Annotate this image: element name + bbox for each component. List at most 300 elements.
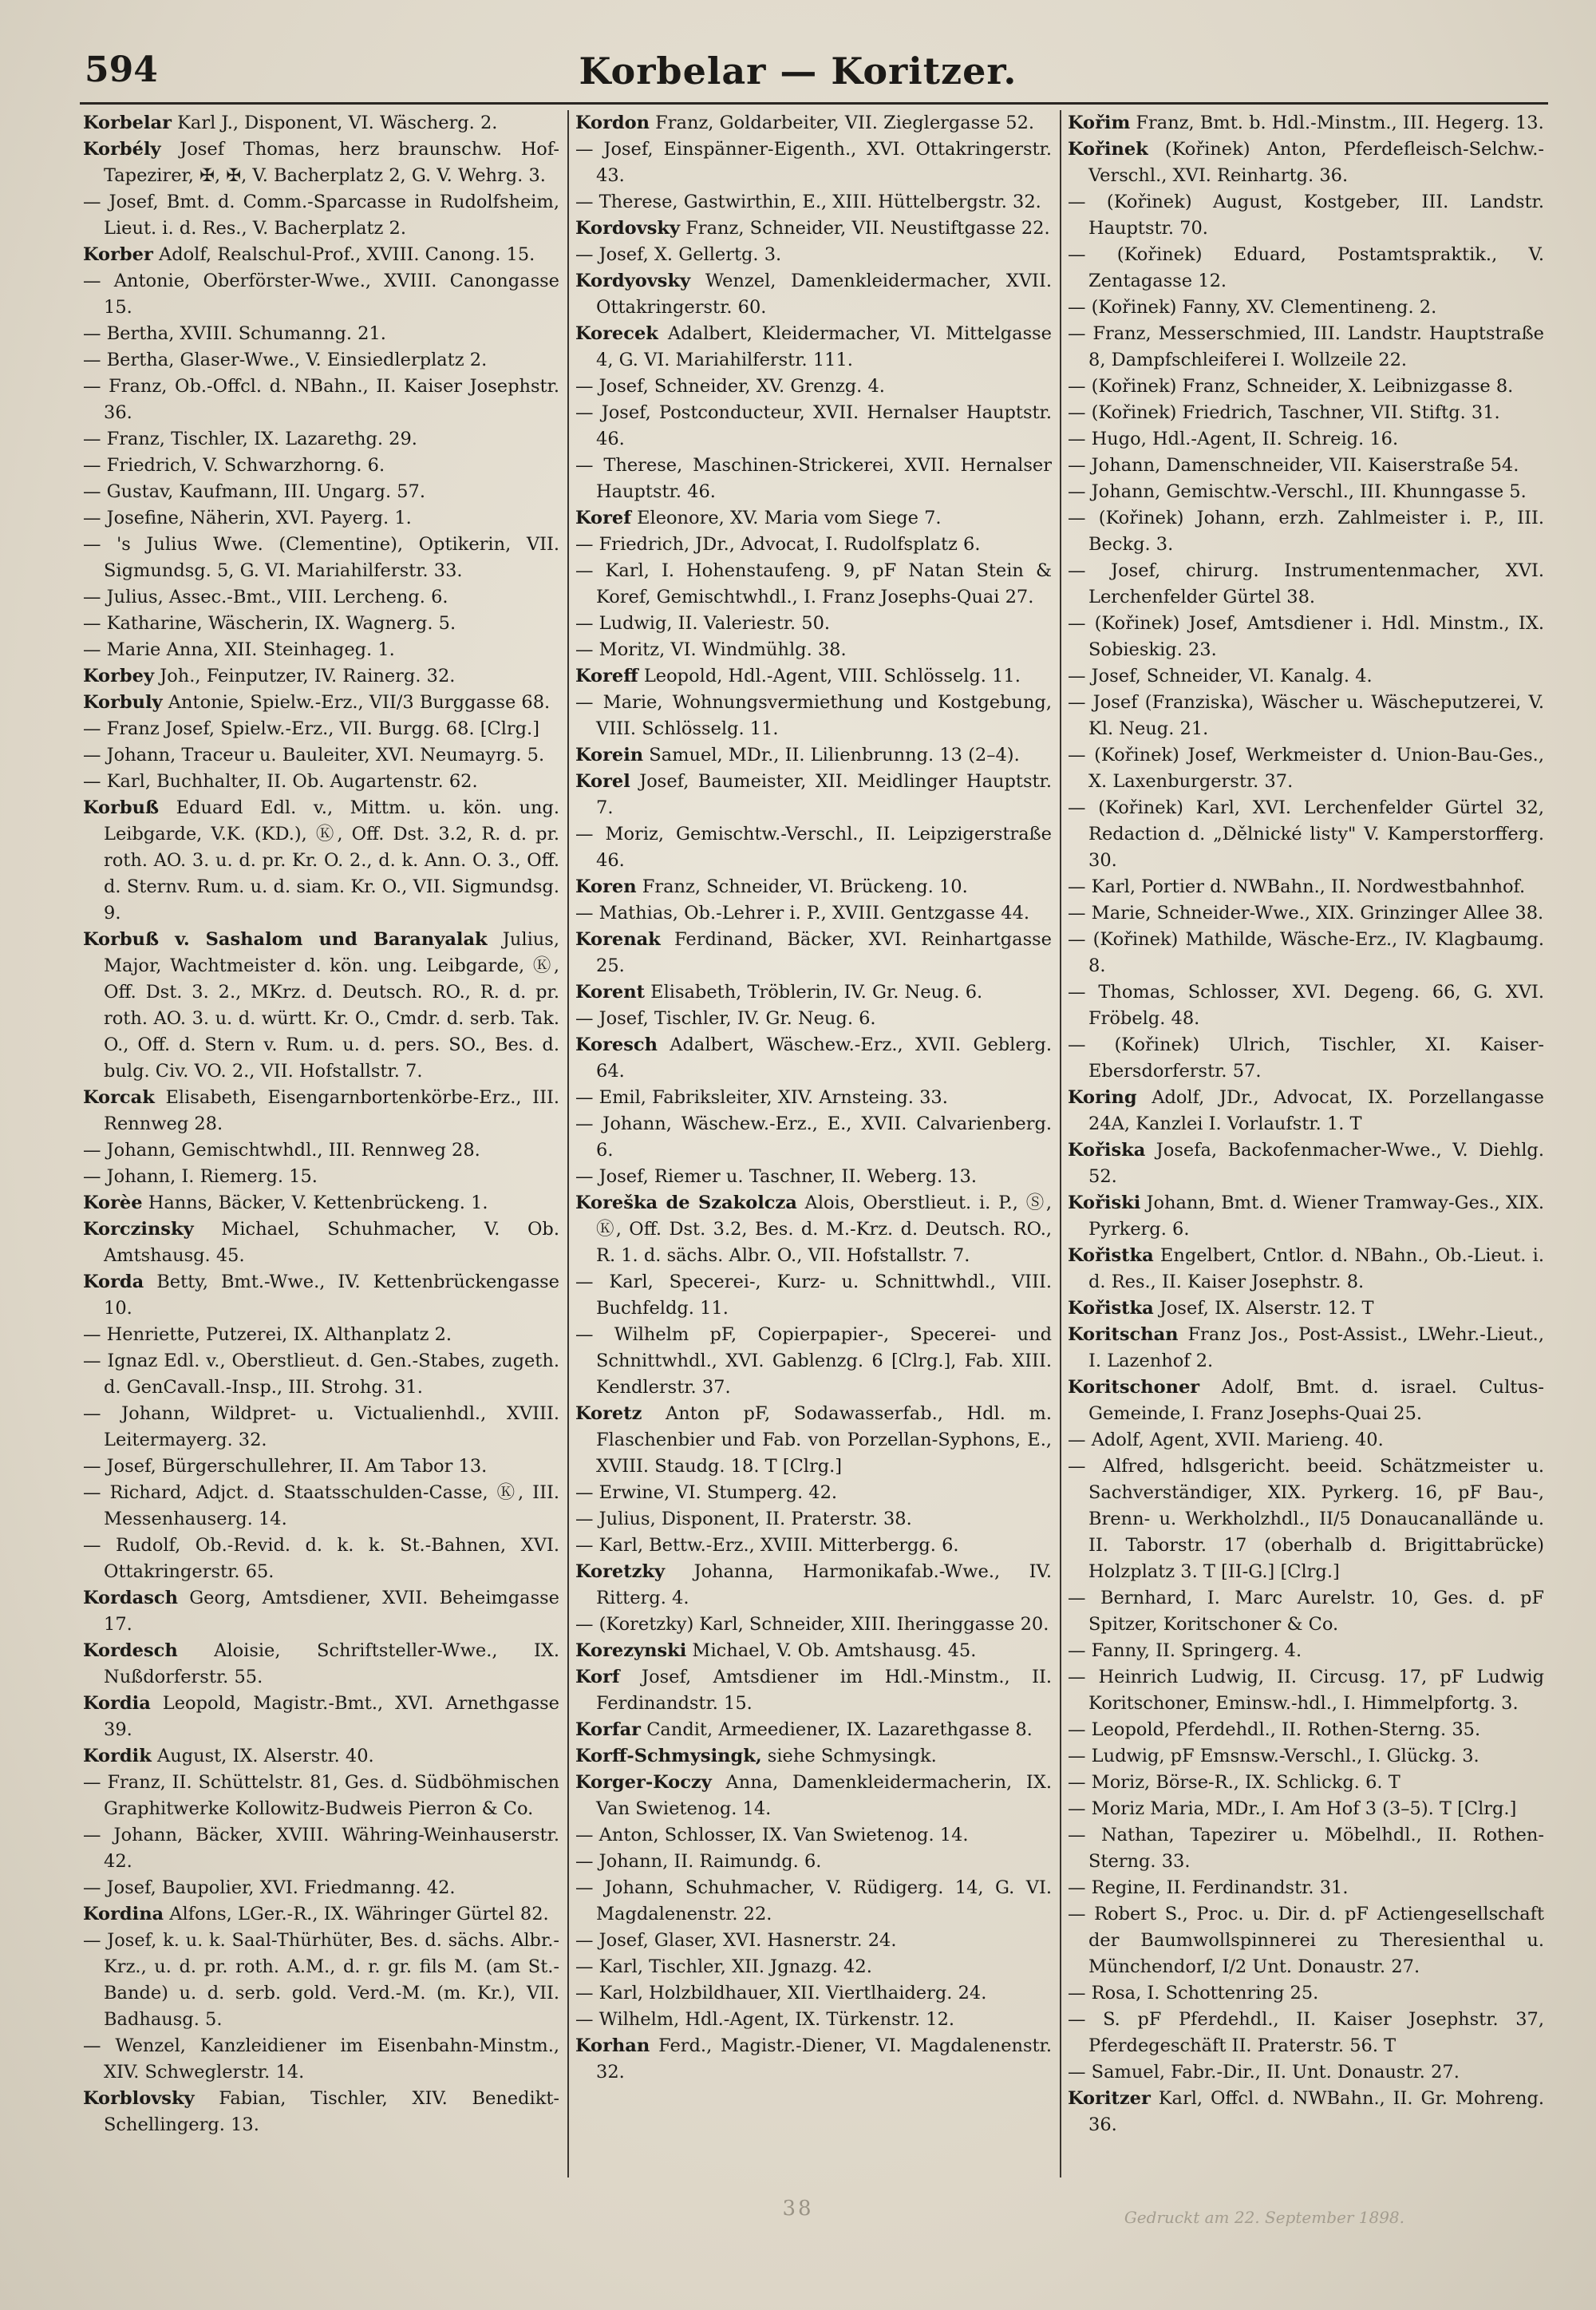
entry-details: Franz, Schneider, VI. Brückeng. 10. bbox=[636, 876, 968, 897]
entry-surname: Kordyovsky bbox=[575, 271, 691, 291]
entry-details: — Moritz, VI. Windmühlg. 38. bbox=[575, 639, 847, 660]
entry-details: — Moriz, Börse-R., IX. Schlickg. 6. T bbox=[1068, 1772, 1400, 1793]
directory-entry bbox=[575, 136, 1052, 189]
entry-details: Anton pF, Sodawasserfab., Hdl. m. Flaschenbier und Fab. von Porzellan-Syphons, E., XVIII. Staudg. 18. T [Clrg.] bbox=[596, 1403, 1052, 1477]
directory-entry bbox=[575, 900, 1052, 927]
entry-surname: Kordasch bbox=[83, 1588, 178, 1608]
entry-details: — Samuel, Fabr.-Dir., II. Unt. Donaustr. 27. bbox=[1068, 2062, 1460, 2083]
entry-details: — Josef, Tischler, IV. Gr. Neug. 6. bbox=[575, 1008, 876, 1029]
directory-entry bbox=[1068, 1743, 1544, 1770]
directory-entry bbox=[83, 1216, 559, 1269]
directory-entry bbox=[83, 1875, 559, 1901]
entry-details: Georg, Amtsdiener, XVII. Beheimgasse 17. bbox=[104, 1588, 559, 1635]
directory-entry bbox=[1068, 426, 1544, 453]
directory-entry bbox=[83, 2033, 559, 2086]
directory-entry bbox=[1068, 321, 1544, 374]
directory-entry bbox=[1068, 400, 1544, 426]
entry-details: — (Kořinek) Karl, XVI. Lerchenfelder Gürtel 32, Redaction d. „Dělnické listy" V. Kamperstorfferg. 30. bbox=[1068, 797, 1544, 871]
directory-entry bbox=[83, 769, 559, 795]
entry-details: Alois, Oberstlieut. i. P., Ⓢ, Ⓚ, Off. Dst. 3.2, Bes. d. M.-Krz. d. Deutsch. RO., R. 1. d. sächs. Albr. O., VII. Hofstallstr. 7. bbox=[596, 1193, 1052, 1266]
entry-details: — Friedrich, V. Schwarzhorng. 6. bbox=[83, 455, 385, 476]
directory-entry bbox=[1068, 2007, 1544, 2059]
directory-entry bbox=[575, 979, 1052, 1006]
directory-entry bbox=[575, 1822, 1052, 1849]
entry-details: (Kořinek) Anton, Pferdefleisch-Selchw.-Verschl., XVI. Reinhartg. 36. bbox=[1088, 139, 1544, 186]
entry-details: Wenzel, Damenkleidermacher, XVII. Ottakringerstr. 60. bbox=[596, 271, 1052, 318]
directory-entry bbox=[83, 1928, 559, 2033]
entry-details: — Thomas, Schlosser, XVI. Degeng. 66, G. XVI. Fröbelg. 48. bbox=[1068, 982, 1544, 1029]
entry-surname: Korbuß bbox=[83, 797, 160, 818]
directory-entry bbox=[83, 1743, 559, 1770]
directory-entry bbox=[575, 1533, 1052, 1559]
directory-entry bbox=[1068, 1770, 1544, 1796]
directory-entry bbox=[575, 1506, 1052, 1533]
directory-entry bbox=[575, 742, 1052, 769]
directory-entry bbox=[83, 242, 559, 268]
directory-entry bbox=[1068, 1243, 1544, 1295]
entry-details: — Regine, II. Ferdinandstr. 31. bbox=[1068, 1877, 1349, 1898]
entry-details: — Alfred, hdlsgericht. beeid. Schätzmeister u. Sachverständiger, XIX. Pyrkerg. 16, pF Bau-, Brenn- u. Werkholzhdl., II/5 Donaucanallände u. II. Taborstr. 17 (oberhalb d. Brigittabrücke) Holzplatz 3. T [II-G.] [Clrg.] bbox=[1068, 1456, 1544, 1582]
entry-details: Leopold, Hdl.-Agent, VIII. Schlösselg. 11. bbox=[638, 666, 1021, 686]
entry-details: Josef, Baumeister, XII. Meidlinger Hauptstr. 7. bbox=[596, 771, 1052, 818]
directory-entry bbox=[1068, 1427, 1544, 1454]
entry-surname: Kordesch bbox=[83, 1640, 178, 1661]
entry-surname: Koritzer bbox=[1068, 2088, 1151, 2109]
entry-details: — Karl, Holzbildhauer, XII. Viertlhaiderg. 24. bbox=[575, 1983, 987, 2003]
directory-entry bbox=[83, 637, 559, 663]
entry-details: — Johann, I. Riemerg. 15. bbox=[83, 1166, 318, 1187]
entry-details: — Josef (Franziska), Wäscher u. Wäscheputzerei, V. Kl. Neug. 21. bbox=[1068, 692, 1544, 739]
entry-details: — Karl, Portier d. NWBahn., II. Nordwestbahnhof. bbox=[1068, 876, 1526, 897]
entry-details: Josef Thomas, herz braunschw. Hof-Tapezirer, ✠, ✠, V. Bacherplatz 2, G. V. Wehrg. 3. bbox=[104, 139, 559, 186]
entry-surname: Kordina bbox=[83, 1904, 164, 1924]
directory-entry bbox=[83, 611, 559, 637]
directory-entry bbox=[575, 400, 1052, 453]
page-footer bbox=[0, 2197, 1596, 2237]
entry-surname: Korff-Schmysingk, bbox=[575, 1746, 762, 1766]
entry-details: Anna, Damenkleidermacherin, IX. Van Swietenog. 14. bbox=[596, 1772, 1052, 1819]
directory-entry bbox=[1068, 663, 1544, 690]
directory-entry bbox=[1068, 1085, 1544, 1137]
directory-entry bbox=[575, 1322, 1052, 1401]
directory-entry bbox=[575, 1638, 1052, 1664]
entry-details: — Fanny, II. Springerg. 4. bbox=[1068, 1640, 1302, 1661]
directory-entry bbox=[83, 663, 559, 690]
entry-details: — Marie Anna, XII. Steinhageg. 1. bbox=[83, 639, 395, 660]
page-number: 594 bbox=[85, 49, 158, 90]
directory-entry bbox=[575, 505, 1052, 532]
entry-surname: Koretzky bbox=[575, 1561, 666, 1582]
directory-entry bbox=[83, 2086, 559, 2138]
entry-details: — Bertha, XVIII. Schumanng. 21. bbox=[83, 323, 386, 344]
directory-entry bbox=[83, 110, 559, 136]
entry-details: — Rosa, I. Schottenring 25. bbox=[1068, 1983, 1319, 2003]
entry-surname: Korhan bbox=[575, 2035, 650, 2056]
entry-surname: Korczinsky bbox=[83, 1219, 194, 1240]
entry-details: — (Kořinek) Eduard, Postamtspraktik., V. Zentagasse 12. bbox=[1068, 244, 1544, 291]
directory-entry bbox=[83, 532, 559, 584]
entry-details: — (Kořinek) Friedrich, Taschner, VII. Stiftg. 31. bbox=[1068, 402, 1500, 423]
entry-surname: Koreška de Szakolcza bbox=[575, 1193, 797, 1213]
entry-details: — Johann, Traceur u. Bauleiter, XVI. Neumayrg. 5. bbox=[83, 745, 545, 765]
directory-entry bbox=[575, 242, 1052, 268]
entry-surname: Korbély bbox=[83, 139, 161, 160]
entry-details: — Nathan, Tapezirer u. Möbelhdl., II. Rothen-Sterng. 33. bbox=[1068, 1825, 1544, 1872]
entry-details: — Johann, Wäschew.-Erz., E., XVII. Calvarienberg. 6. bbox=[575, 1113, 1052, 1161]
entry-details: — (Kořinek) Josef, Werkmeister d. Union-Bau-Ges., X. Laxenburgerstr. 37. bbox=[1068, 745, 1544, 792]
directory-entry bbox=[83, 1533, 559, 1585]
entry-surname: Korezynski bbox=[575, 1640, 687, 1661]
entry-details: Karl J., Disponent, VI. Wäscherg. 2. bbox=[171, 113, 498, 133]
directory-entry bbox=[575, 690, 1052, 742]
entry-surname: Koring bbox=[1068, 1087, 1137, 1108]
directory-entry bbox=[1068, 979, 1544, 1032]
entry-details: — Johann, Gemischtw.-Verschl., III. Khunngasse 5. bbox=[1068, 481, 1527, 502]
directory-entry bbox=[1068, 374, 1544, 400]
entry-details: — Moriz Maria, MDr., I. Am Hof 3 (3–5). T [Clrg.] bbox=[1068, 1798, 1517, 1819]
entry-details: Adalbert, Kleidermacher, VI. Mittelgasse 4, G. VI. Mariahilferstr. 111. bbox=[596, 323, 1052, 370]
directory-entry bbox=[83, 742, 559, 769]
directory-entry bbox=[83, 479, 559, 505]
entry-surname: Kořiski bbox=[1068, 1193, 1141, 1213]
entry-details: Elisabeth, Tröblerin, IV. Gr. Neug. 6. bbox=[645, 982, 983, 1003]
entry-details: Engelbert, Cntlor. d. NBahn., Ob.-Lieut. i. d. Res., II. Kaiser Josephstr. 8. bbox=[1088, 1245, 1544, 1292]
entry-details: — Robert S., Proc. u. Dir. d. pF Actiengesellschaft der Baumwollspinnerei zu Theresienthal u. Münchendorf, I/2 Unt. Donaustr. 27. bbox=[1068, 1904, 1544, 1977]
entry-details: Adolf, JDr., Advocat, IX. Porzellangasse 24A, Kanzlei I. Vorlaufstr. 1. T bbox=[1088, 1087, 1544, 1134]
entry-surname: Koretz bbox=[575, 1403, 642, 1424]
entry-surname: Kordovsky bbox=[575, 218, 681, 239]
entry-surname: Kořistka bbox=[1068, 1298, 1154, 1319]
entry-details: — Franz, Messerschmied, III. Landstr. Hauptstraße 8, Dampfschleiferei I. Wollzeile 22. bbox=[1068, 323, 1544, 370]
entry-details: Josef, Amtsdiener im Hdl.-Minstm., II. Ferdinandstr. 15. bbox=[596, 1667, 1052, 1714]
directory-entry bbox=[575, 321, 1052, 374]
header-rule bbox=[80, 102, 1548, 105]
entry-details: Fabian, Tischler, XIV. Benedikt-Schellingerg. 13. bbox=[104, 2088, 559, 2135]
directory-entry bbox=[83, 1322, 559, 1348]
directory-entry bbox=[1068, 1322, 1544, 1375]
directory-entry bbox=[575, 1717, 1052, 1743]
directory-entry bbox=[1068, 1585, 1544, 1638]
directory-entry bbox=[83, 1085, 559, 1137]
directory-entry bbox=[1068, 2086, 1544, 2138]
directory-entry bbox=[575, 268, 1052, 321]
column-divider bbox=[567, 110, 569, 2177]
directory-entry bbox=[1068, 1875, 1544, 1901]
entry-details: Leopold, Magistr.-Bmt., XVI. Arnethgasse 39. bbox=[104, 1693, 559, 1740]
entry-details: Josefa, Backofenmacher-Wwe., V. Diehlg. 52. bbox=[1088, 1140, 1544, 1187]
entry-details: Joh., Feinputzer, IV. Rainerg. 32. bbox=[154, 666, 456, 686]
entry-details: Ferdinand, Bäcker, XVI. Reinhartgasse 25. bbox=[596, 929, 1052, 976]
directory-entry bbox=[1068, 1375, 1544, 1427]
entry-details: Eleonore, XV. Maria vom Siege 7. bbox=[630, 508, 942, 528]
entry-surname: Korcak bbox=[83, 1087, 155, 1108]
entry-details: — (Kořinek) August, Kostgeber, III. Landstr. Hauptstr. 70. bbox=[1068, 192, 1544, 239]
entry-details: — Mathias, Ob.-Lehrer i. P., XVIII. Gentzgasse 44. bbox=[575, 903, 1030, 924]
directory-entry bbox=[575, 1480, 1052, 1506]
directory-entry bbox=[1068, 189, 1544, 242]
entry-details: — Josef, k. u. k. Saal-Thürhüter, Bes. d. sächs. Albr.-Krz., u. d. pr. roth. A.M., d. r. gr. fils M. (am St.-Bande) u. d. serb. gold. Verd.-M. (m. Kr.), VII. Badhausg. 5. bbox=[83, 1930, 559, 2030]
directory-entry bbox=[1068, 295, 1544, 321]
entry-surname: Kordik bbox=[83, 1746, 152, 1766]
entry-surname: Kořistka bbox=[1068, 1245, 1154, 1266]
directory-entry bbox=[1068, 874, 1544, 900]
entry-details: — Josef, Bürgerschullehrer, II. Am Tabor 13. bbox=[83, 1456, 488, 1477]
entry-details: Franz, Goldarbeiter, VII. Zieglergasse 52. bbox=[650, 113, 1035, 133]
entry-surname: Korecek bbox=[575, 323, 658, 344]
entry-details: Aloisie, Schriftsteller-Wwe., IX. Nußdorferstr. 55. bbox=[104, 1640, 559, 1687]
directory-entry bbox=[1068, 558, 1544, 611]
directory-entry bbox=[1068, 2059, 1544, 2086]
entry-details: Betty, Bmt.-Wwe., IV. Kettenbrückengasse 10. bbox=[104, 1272, 559, 1319]
directory-entry bbox=[1068, 242, 1544, 295]
entry-details: Johanna, Harmonikafab.-Wwe., IV. Ritterg. 4. bbox=[596, 1561, 1052, 1608]
directory-entry bbox=[575, 1612, 1052, 1638]
entry-details: — Josef, chirurg. Instrumentenmacher, XVI. Lerchenfelder Gürtel 38. bbox=[1068, 560, 1544, 607]
directory-entry bbox=[83, 795, 559, 927]
directory-entry bbox=[1068, 1717, 1544, 1743]
directory-entry bbox=[575, 558, 1052, 611]
directory-entry bbox=[1068, 110, 1544, 136]
directory-entry bbox=[575, 1980, 1052, 2007]
entry-details: — Emil, Fabriksleiter, XIV. Arnsteing. 33. bbox=[575, 1087, 948, 1108]
entry-details: — Rudolf, Ob.-Revid. d. k. k. St.-Bahnen, XVI. Ottakringerstr. 65. bbox=[83, 1535, 559, 1582]
entry-details: Adolf, Bmt. d. israel. Cultus-Gemeinde, I. Franz Josephs-Quai 25. bbox=[1088, 1377, 1544, 1424]
directory-entry bbox=[83, 136, 559, 189]
directory-entry bbox=[575, 532, 1052, 558]
directory-entry bbox=[575, 2007, 1052, 2033]
entry-details: — Karl, I. Hohenstaufeng. 9, pF Natan Stein & Koref, Gemischtwhdl., I. Franz Josephs-Quai 27. bbox=[575, 560, 1052, 607]
directory-entry bbox=[1068, 1638, 1544, 1664]
directory-entry bbox=[83, 321, 559, 347]
directory-entry bbox=[575, 1743, 1052, 1770]
entry-details: — (Kořinek) Josef, Amtsdiener i. Hdl. Minstm., IX. Sobieskig. 23. bbox=[1068, 613, 1544, 660]
footer-date-note: Gedruckt am 22. September 1898. bbox=[1124, 2208, 1404, 2227]
directory-entry bbox=[83, 453, 559, 479]
directory-entry bbox=[83, 1585, 559, 1638]
directory-entry bbox=[575, 453, 1052, 505]
directory-entry bbox=[83, 716, 559, 742]
entry-details: — Josef, Baupolier, XVI. Friedmanng. 42. bbox=[83, 1877, 456, 1898]
entry-details: — (Kořinek) Ulrich, Tischler, XI. Kaiser-Ebersdorferstr. 57. bbox=[1068, 1034, 1544, 1082]
entry-details: — Karl, Tischler, XII. Jgnazg. 42. bbox=[575, 1956, 872, 1977]
entry-details: Julius, Major, Wachtmeister d. kön. ung. Leibgarde, Ⓚ, Off. Dst. 3. 2., MKrz. d. Deutsch. RO., R. d. pr. roth. AO. 3. u. d. württ. Kr. O., Cmdr. d. serb. Tak. O., Off. d. Stern v. Rum. u. d. pers. SO., Bes. d. bulg. Civ. VO. 2., VII. Hofstallstr. 7. bbox=[104, 929, 559, 1082]
entry-details: Adolf, Realschul-Prof., XVIII. Canong. 15. bbox=[152, 244, 535, 265]
entry-details: Eduard Edl. v., Mittm. u. kön. ung. Leibgarde, V.K. (KD.), Ⓚ, Off. Dst. 3.2, R. d. pr. roth. AO. 3. u. d. pr. Kr. O. 2., d. k. Ann. O. 3., Off. d. Sternv. Rum. u. d. siam. Kr. O., VII. Sigmundsg. 9. bbox=[104, 797, 559, 924]
directory-entry bbox=[1068, 742, 1544, 795]
column-1 bbox=[83, 110, 559, 2185]
directory-entry bbox=[575, 1269, 1052, 1322]
entry-surname: Korblovsky bbox=[83, 2088, 195, 2109]
directory-entry bbox=[1068, 1137, 1544, 1190]
entry-details: Candit, Armeediener, IX. Lazarethgasse 8. bbox=[641, 1719, 1033, 1740]
directory-entry bbox=[83, 1401, 559, 1454]
entry-details: — Josef, Riemer u. Taschner, II. Weberg. 13. bbox=[575, 1166, 978, 1187]
directory-entry bbox=[83, 505, 559, 532]
entry-details: Elisabeth, Eisengarnbortenkörbe-Erz., III. Rennweg 28. bbox=[104, 1087, 559, 1134]
directory-entry bbox=[83, 1190, 559, 1216]
entry-details: — (Kořinek) Franz, Schneider, X. Leibnizgasse 8. bbox=[1068, 376, 1514, 397]
directory-entry bbox=[83, 268, 559, 321]
entry-details: — Franz, Ob.-Offcl. d. NBahn., II. Kaiser Josephstr. 36. bbox=[83, 376, 559, 423]
entry-details: Ferd., Magistr.-Diener, VI. Magdalenenstr. 32. bbox=[596, 2035, 1052, 2083]
directory-entry bbox=[1068, 1190, 1544, 1243]
directory-entry bbox=[1068, 1664, 1544, 1717]
entry-surname: Korenak bbox=[575, 929, 661, 950]
directory-entry bbox=[1068, 900, 1544, 927]
entry-details: — Johann, Bäcker, XVIII. Währing-Weinhauserstr. 42. bbox=[83, 1825, 559, 1872]
directory-entry bbox=[83, 1822, 559, 1875]
entry-details: Franz Jos., Post-Assist., LWehr.-Lieut., I. Lazenhof 2. bbox=[1088, 1324, 1544, 1371]
entry-details: — Karl, Buchhalter, II. Ob. Augartenstr. 62. bbox=[83, 771, 478, 792]
directory-entry bbox=[83, 347, 559, 374]
directory-columns bbox=[83, 110, 1551, 2185]
directory-entry bbox=[83, 584, 559, 611]
entry-surname: Koren bbox=[575, 876, 637, 897]
entry-details: — Ludwig, II. Valeriestr. 50. bbox=[575, 613, 831, 634]
entry-surname: Korent bbox=[575, 982, 645, 1003]
directory-entry bbox=[1068, 1822, 1544, 1875]
entry-details: — Josefine, Näherin, XVI. Payerg. 1. bbox=[83, 508, 412, 528]
entry-surname: Korfar bbox=[575, 1719, 642, 1740]
entry-surname: Korèe bbox=[83, 1193, 143, 1213]
entry-details: — Therese, Gastwirthin, E., XIII. Hüttelbergstr. 32. bbox=[575, 192, 1041, 212]
entry-details: — Bertha, Glaser-Wwe., V. Einsiedlerplatz 2. bbox=[83, 350, 488, 370]
directory-entry bbox=[575, 611, 1052, 637]
directory-entry bbox=[575, 2033, 1052, 2086]
entry-details: — Anton, Schlosser, IX. Van Swietenog. 14. bbox=[575, 1825, 969, 1845]
directory-entry bbox=[575, 1928, 1052, 1954]
directory-entry bbox=[1068, 611, 1544, 663]
directory-entry bbox=[1068, 1032, 1544, 1085]
entry-details: — Hugo, Hdl.-Agent, II. Schreig. 16. bbox=[1068, 429, 1399, 449]
entry-details: — Johann, Wildpret- u. Victualienhdl., XVIII. Leitermayerg. 32. bbox=[83, 1403, 559, 1450]
entry-surname: Kordia bbox=[83, 1693, 151, 1714]
entry-surname: Korbey bbox=[83, 666, 155, 686]
entry-details: Franz, Schneider, VII. Neustiftgasse 22. bbox=[680, 218, 1050, 239]
directory-entry bbox=[575, 1954, 1052, 1980]
directory-entry bbox=[83, 1137, 559, 1164]
entry-details: Josef, IX. Alserstr. 12. T bbox=[1153, 1298, 1374, 1319]
directory-entry bbox=[1068, 505, 1544, 558]
entry-surname: Korbuly bbox=[83, 692, 163, 713]
directory-entry bbox=[575, 874, 1052, 900]
directory-entry bbox=[575, 927, 1052, 979]
page-header bbox=[0, 49, 1596, 102]
entry-details: Michael, Schuhmacher, V. Ob. Amtshausg. 45. bbox=[104, 1219, 559, 1266]
entry-details: — Johann, Damenschneider, VII. Kaiserstraße 54. bbox=[1068, 455, 1519, 476]
directory-entry bbox=[575, 216, 1052, 242]
entry-details: Karl, Offcl. d. NWBahn., II. Gr. Mohreng. 36. bbox=[1088, 2088, 1544, 2135]
entry-details: — Marie, Schneider-Wwe., XIX. Grinzinger Allee 38. bbox=[1068, 903, 1544, 924]
entry-surname: Koritschan bbox=[1068, 1324, 1179, 1345]
directory-entry bbox=[575, 1770, 1052, 1822]
directory-entry bbox=[83, 1164, 559, 1190]
entry-details: — Adolf, Agent, XVII. Marieng. 40. bbox=[1068, 1430, 1384, 1450]
entry-details: — (Kořinek) Mathilde, Wäsche-Erz., IV. Klagbaumg. 8. bbox=[1068, 929, 1544, 976]
entry-details: — 's Julius Wwe. (Clementine), Optikerin, VII. Sigmundsg. 5, G. VI. Mariahilferstr. 33. bbox=[83, 534, 559, 581]
entry-details: Franz, Bmt. b. Hdl.-Minstm., III. Hegerg. 13. bbox=[1130, 113, 1544, 133]
entry-details: — (Koretzky) Karl, Schneider, XIII. Iheringgasse 20. bbox=[575, 1614, 1049, 1635]
entry-surname: Koref bbox=[575, 508, 631, 528]
entry-details: — Henriette, Putzerei, IX. Althanplatz 2. bbox=[83, 1324, 452, 1345]
entry-details: — Ignaz Edl. v., Oberstlieut. d. Gen.-Stabes, zugeth. d. GenCavall.-Insp., III. Strohg. 31. bbox=[83, 1351, 559, 1398]
entry-details: — Josef, X. Gellertg. 3. bbox=[575, 244, 782, 265]
column-divider bbox=[1060, 110, 1061, 2177]
entry-details: Samuel, MDr., II. Lilienbrunng. 13 (2–4). bbox=[643, 745, 1020, 765]
entry-surname: Kořiska bbox=[1068, 1140, 1146, 1161]
directory-entry bbox=[1068, 1295, 1544, 1322]
entry-surname: Koresch bbox=[575, 1034, 658, 1055]
directory-entry bbox=[575, 821, 1052, 874]
directory-entry bbox=[575, 1190, 1052, 1269]
entry-details: — Josef, Einspänner-Eigenth., XVI. Ottakringerstr. 43. bbox=[575, 139, 1052, 186]
entry-details: — Wilhelm, Hdl.-Agent, IX. Türkenstr. 12. bbox=[575, 2009, 955, 2030]
entry-details: — Karl, Bettw.-Erz., XVIII. Mitterbergg. 6. bbox=[575, 1535, 959, 1556]
entry-details: — Friedrich, JDr., Advocat, I. Rudolfsplatz 6. bbox=[575, 534, 981, 555]
column-2 bbox=[575, 110, 1052, 2185]
directory-entry bbox=[1068, 927, 1544, 979]
entry-details: — Antonie, Oberförster-Wwe., XVIII. Canongasse 15. bbox=[83, 271, 559, 318]
directory-entry bbox=[575, 1664, 1052, 1717]
entry-details: — Johann, Schuhmacher, V. Rüdigerg. 14, G. VI. Magdalenenstr. 22. bbox=[575, 1877, 1052, 1924]
entry-details: — Heinrich Ludwig, II. Circusg. 17, pF Ludwig Koritschoner, Eminsw.-hdl., I. Himmelpfortg. 3. bbox=[1068, 1667, 1544, 1714]
entry-details: — (Kořinek) Johann, erzh. Zahlmeister i. P., III. Beckg. 3. bbox=[1068, 508, 1544, 555]
directory-entry bbox=[83, 1770, 559, 1822]
directory-entry bbox=[575, 769, 1052, 821]
directory-entry bbox=[1068, 479, 1544, 505]
entry-details: — (Kořinek) Fanny, XV. Clementineng. 2. bbox=[1068, 297, 1437, 318]
directory-entry bbox=[575, 1849, 1052, 1875]
directory-entry bbox=[575, 1164, 1052, 1190]
directory-entry bbox=[575, 1559, 1052, 1612]
entry-details: — Franz Josef, Spielw.-Erz., VII. Burgg. 68. [Clrg.] bbox=[83, 718, 539, 739]
directory-entry bbox=[575, 663, 1052, 690]
directory-entry bbox=[1068, 136, 1544, 189]
directory-entry bbox=[1068, 1901, 1544, 1980]
entry-surname: Korber bbox=[83, 244, 153, 265]
entry-surname: Kordon bbox=[575, 113, 650, 133]
entry-details: August, IX. Alserstr. 40. bbox=[151, 1746, 374, 1766]
entry-details: siehe Schmysingk. bbox=[761, 1746, 937, 1766]
directory-entry bbox=[83, 1348, 559, 1401]
entry-details: — Therese, Maschinen-Strickerei, XVII. Hernalser Hauptstr. 46. bbox=[575, 455, 1052, 502]
entry-details: — Franz, II. Schüttelstr. 81, Ges. d. Südböhmischen Graphitwerke Kollowitz-Budweis Pierron & Co. bbox=[83, 1772, 559, 1819]
directory-entry bbox=[83, 927, 559, 1085]
entry-surname: Korf bbox=[575, 1667, 620, 1687]
entry-surname: Korda bbox=[83, 1272, 144, 1292]
entry-details: — Richard, Adjct. d. Staatsschulden-Casse, Ⓚ, III. Messenhauserg. 14. bbox=[83, 1482, 559, 1529]
entry-details: — Wilhelm pF, Copierpapier-, Specerei- und Schnittwhdl., XVI. Gablenzg. 6 [Clrg.], Fab. XIII. Kendlerstr. 37. bbox=[575, 1324, 1052, 1398]
entry-details: — Katharine, Wäscherin, IX. Wagnerg. 5. bbox=[83, 613, 456, 634]
directory-entry bbox=[1068, 795, 1544, 874]
entry-details: — Bernhard, I. Marc Aurelstr. 10, Ges. d. pF Spitzer, Koritschoner & Co. bbox=[1068, 1588, 1544, 1635]
entry-details: — Franz, Tischler, IX. Lazarethg. 29. bbox=[83, 429, 417, 449]
entry-details: — Marie, Wohnungsvermiethung und Kostgebung, VIII. Schlösselg. 11. bbox=[575, 692, 1052, 739]
entry-details: — Josef, Schneider, XV. Grenzg. 4. bbox=[575, 376, 885, 397]
directory-entry bbox=[1068, 1796, 1544, 1822]
directory-entry bbox=[83, 1480, 559, 1533]
directory-entry bbox=[83, 1269, 559, 1322]
directory-entry bbox=[575, 1111, 1052, 1164]
entry-details: — Julius, Assec.-Bmt., VIII. Lercheng. 6. bbox=[83, 587, 448, 607]
column-3 bbox=[1068, 110, 1544, 2185]
entry-details: — S. pF Pferdehdl., II. Kaiser Josephstr. 37, Pferdegeschäft II. Praterstr. 56. T bbox=[1068, 2009, 1544, 2056]
entry-details: Michael, V. Ob. Amtshausg. 45. bbox=[686, 1640, 977, 1661]
directory-entry bbox=[83, 426, 559, 453]
directory-entry bbox=[1068, 1980, 1544, 2007]
directory-entry bbox=[1068, 1454, 1544, 1585]
entry-surname: Korger-Koczy bbox=[575, 1772, 712, 1793]
